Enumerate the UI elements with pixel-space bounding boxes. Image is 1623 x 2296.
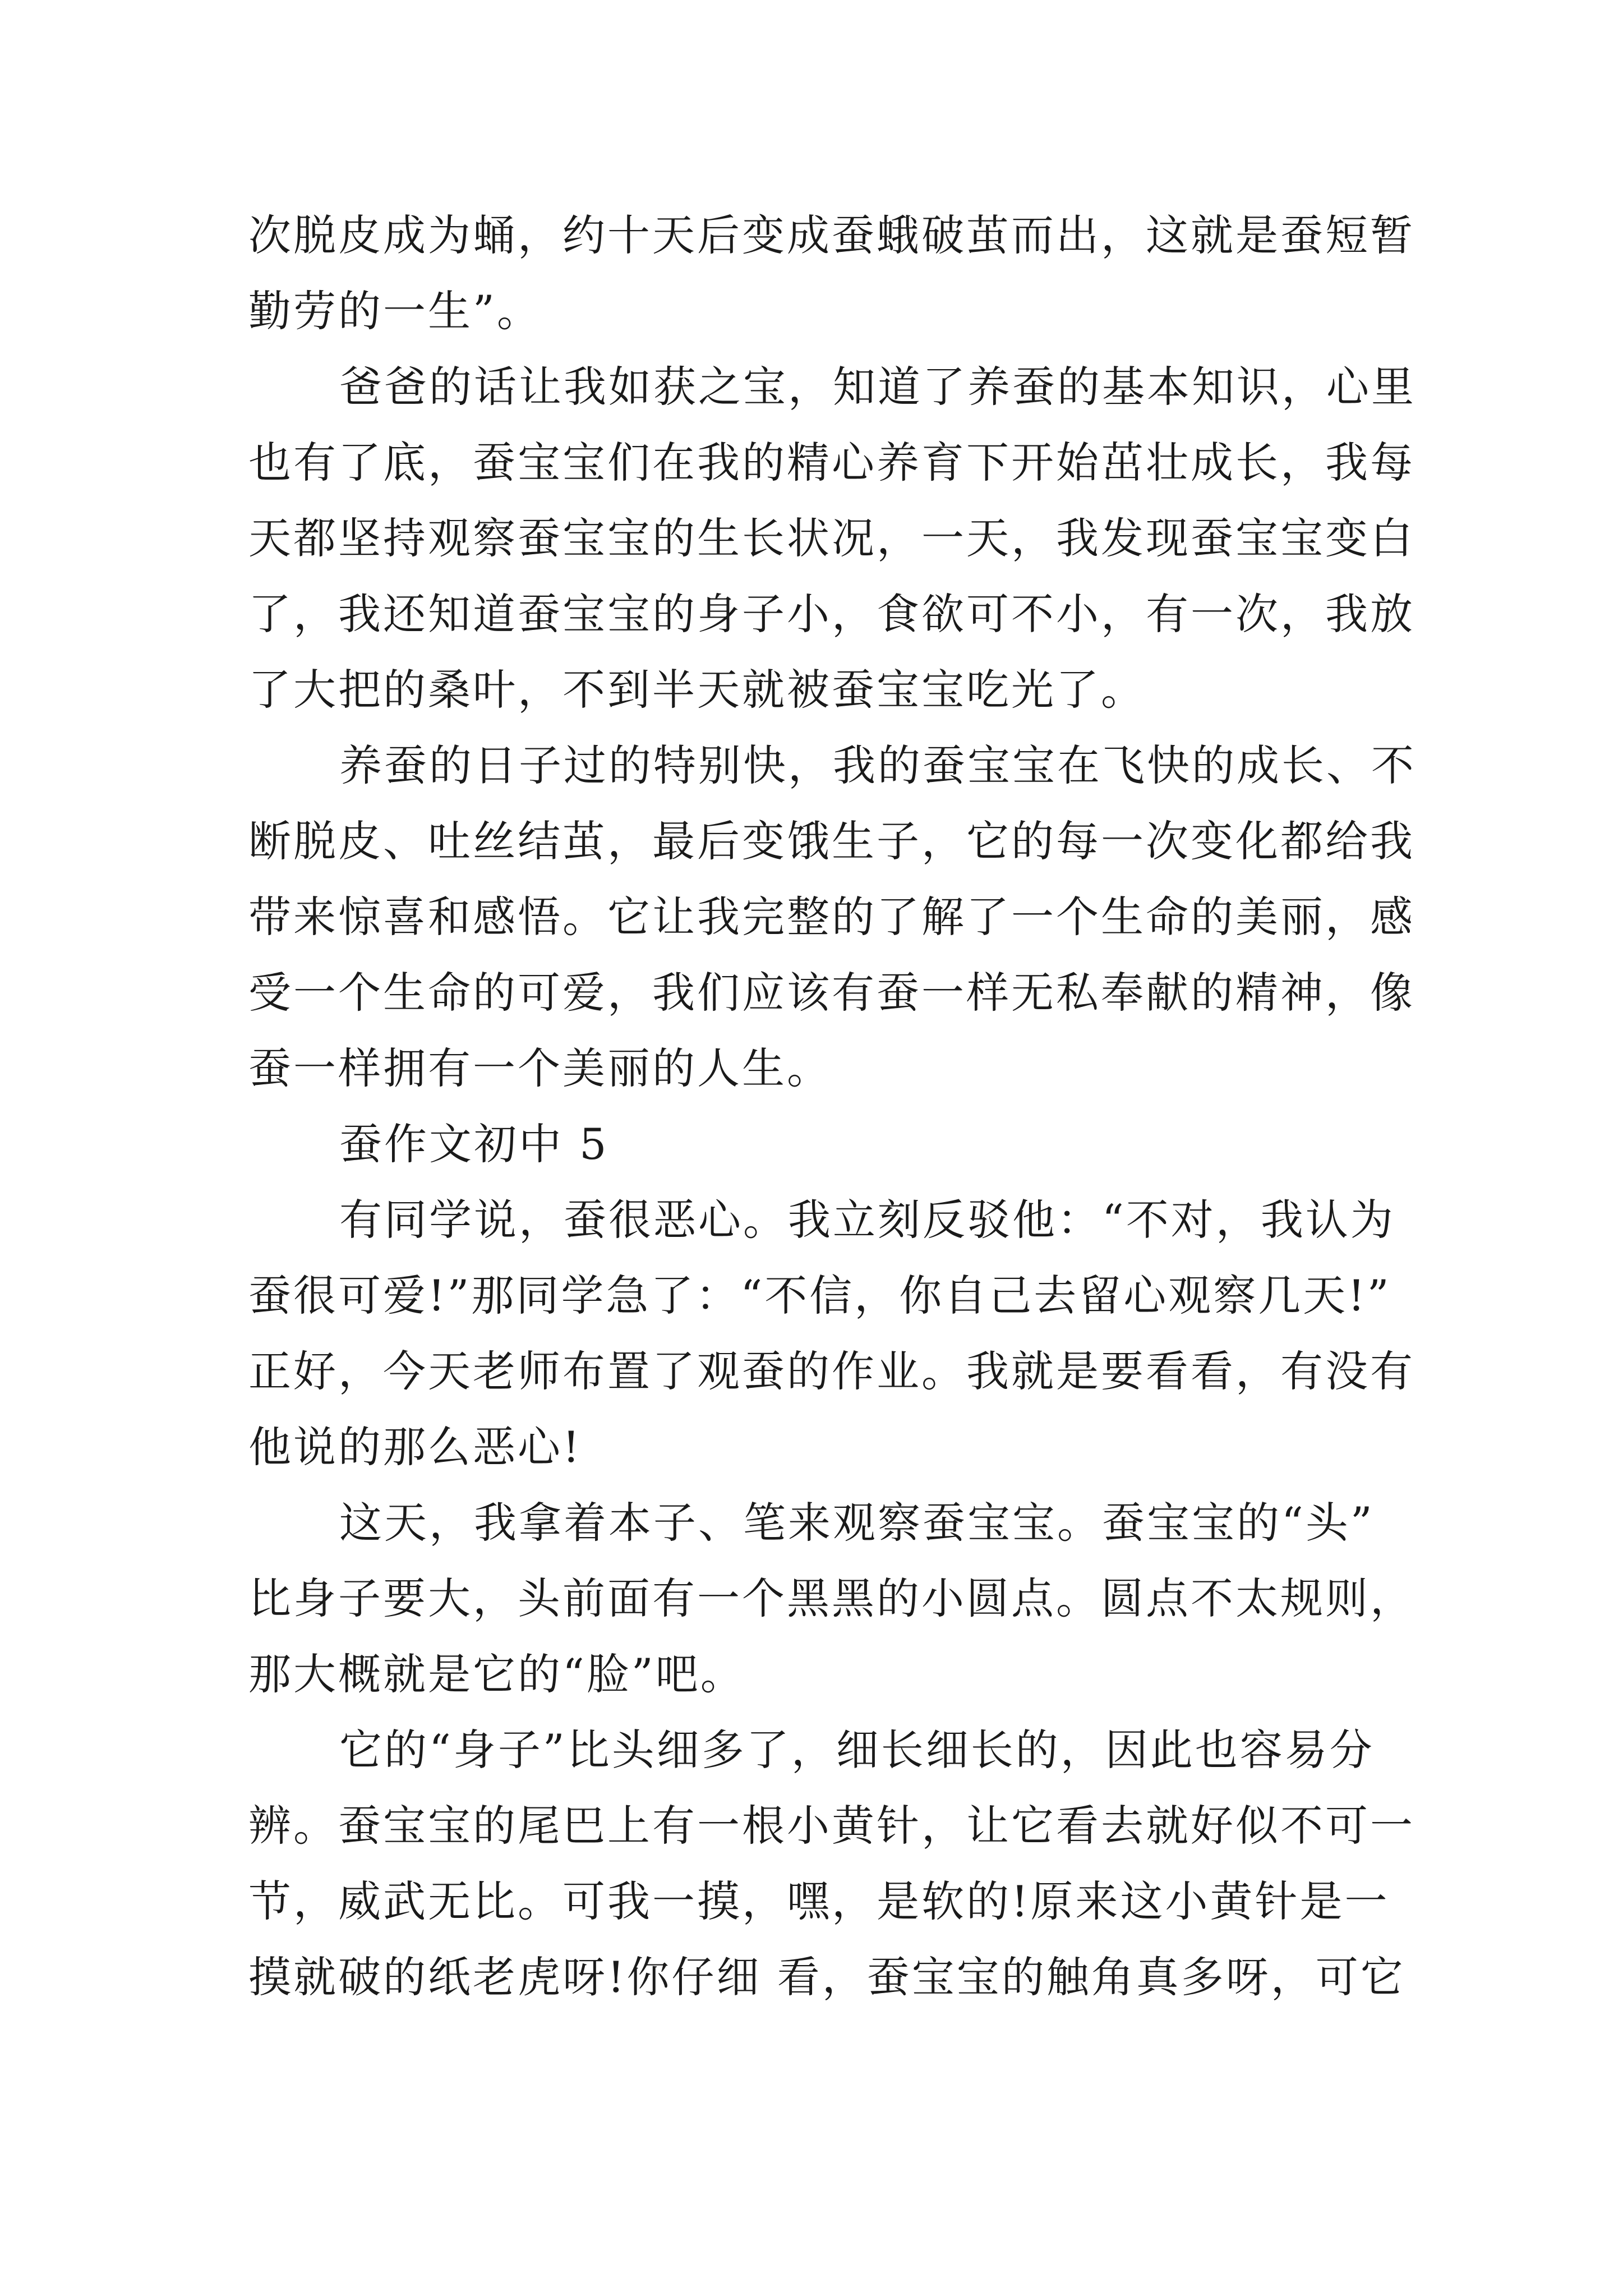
- paragraph-start-line: 爸爸的话让我如获之宝，知道了养蚕的基本知识，心里: [339, 362, 1416, 412]
- text-line: 天都坚持观察蚕宝宝的生长状况，一天，我发现蚕宝宝变白: [248, 513, 1415, 563]
- paragraph-start-line: 养蚕的日子过的特别快，我的蚕宝宝在飞快的成长、不: [339, 740, 1416, 790]
- text-line: 摸就破的纸老虎呀!你仔细 看，蚕宝宝的触角真多呀，可它: [248, 1952, 1405, 2002]
- essay-body: [248, 197, 1416, 2015]
- text-line: 了大把的桑叶，不到半天就被蚕宝宝吃光了。: [248, 665, 1146, 715]
- paragraph-start-line: 这天，我拿着本子、笔来观察蚕宝宝。蚕宝宝的“头”: [339, 1498, 1375, 1548]
- paragraph-start-line: 它的“身子”比头细多了，细长细长的，因此也容易分: [339, 1725, 1375, 1775]
- text-line: 他说的那么恶心!: [248, 1422, 582, 1472]
- text-line: 断脱皮、吐丝结茧，最后变饿生子，它的每一次变化都给我: [248, 816, 1415, 866]
- paragraph-start-line: 有同学说，蚕很恶心。我立刻反驳他：“不对，我认为: [339, 1195, 1395, 1245]
- text-line: 带来惊喜和感悟。它让我完整的了解了一个生命的美丽，感: [248, 892, 1415, 942]
- text-line: 比身子要大，头前面有一个黑黑的小圆点。圆点不太规则，: [248, 1573, 1415, 1623]
- text-line: 受一个生命的可爱，我们应该有蚕一样无私奉献的精神，像: [248, 968, 1415, 1018]
- section-heading: 蚕作文初中 5: [339, 1119, 609, 1169]
- text-line: 那大概就是它的“脸”吧。: [248, 1649, 745, 1699]
- text-line: 也有了底，蚕宝宝们在我的精心养育下开始茁壮成长，我每: [248, 438, 1415, 487]
- text-line: 次脱皮成为蛹，约十天后变成蚕蛾破茧而出，这就是蚕短暂: [248, 210, 1415, 260]
- text-line: 了，我还知道蚕宝宝的身子小，食欲可不小，有一次，我放: [248, 589, 1415, 639]
- text-line: 正好，今天老师布置了观蚕的作业。我就是要看看，有没有: [248, 1346, 1415, 1396]
- text-line: 蚕一样拥有一个美丽的人生。: [248, 1043, 832, 1093]
- text-line: 节，威武无比。可我一摸，嘿，是软的!原来这小黄针是一: [248, 1876, 1390, 1926]
- text-line: 蚕很可爱!”那同学急了：“不信，你自己去留心观察几天!”: [248, 1271, 1391, 1320]
- text-line: 辨。蚕宝宝的尾巴上有一根小黄针，让它看去就好似不可一: [248, 1801, 1415, 1851]
- text-line: 勤劳的一生”。: [248, 286, 542, 336]
